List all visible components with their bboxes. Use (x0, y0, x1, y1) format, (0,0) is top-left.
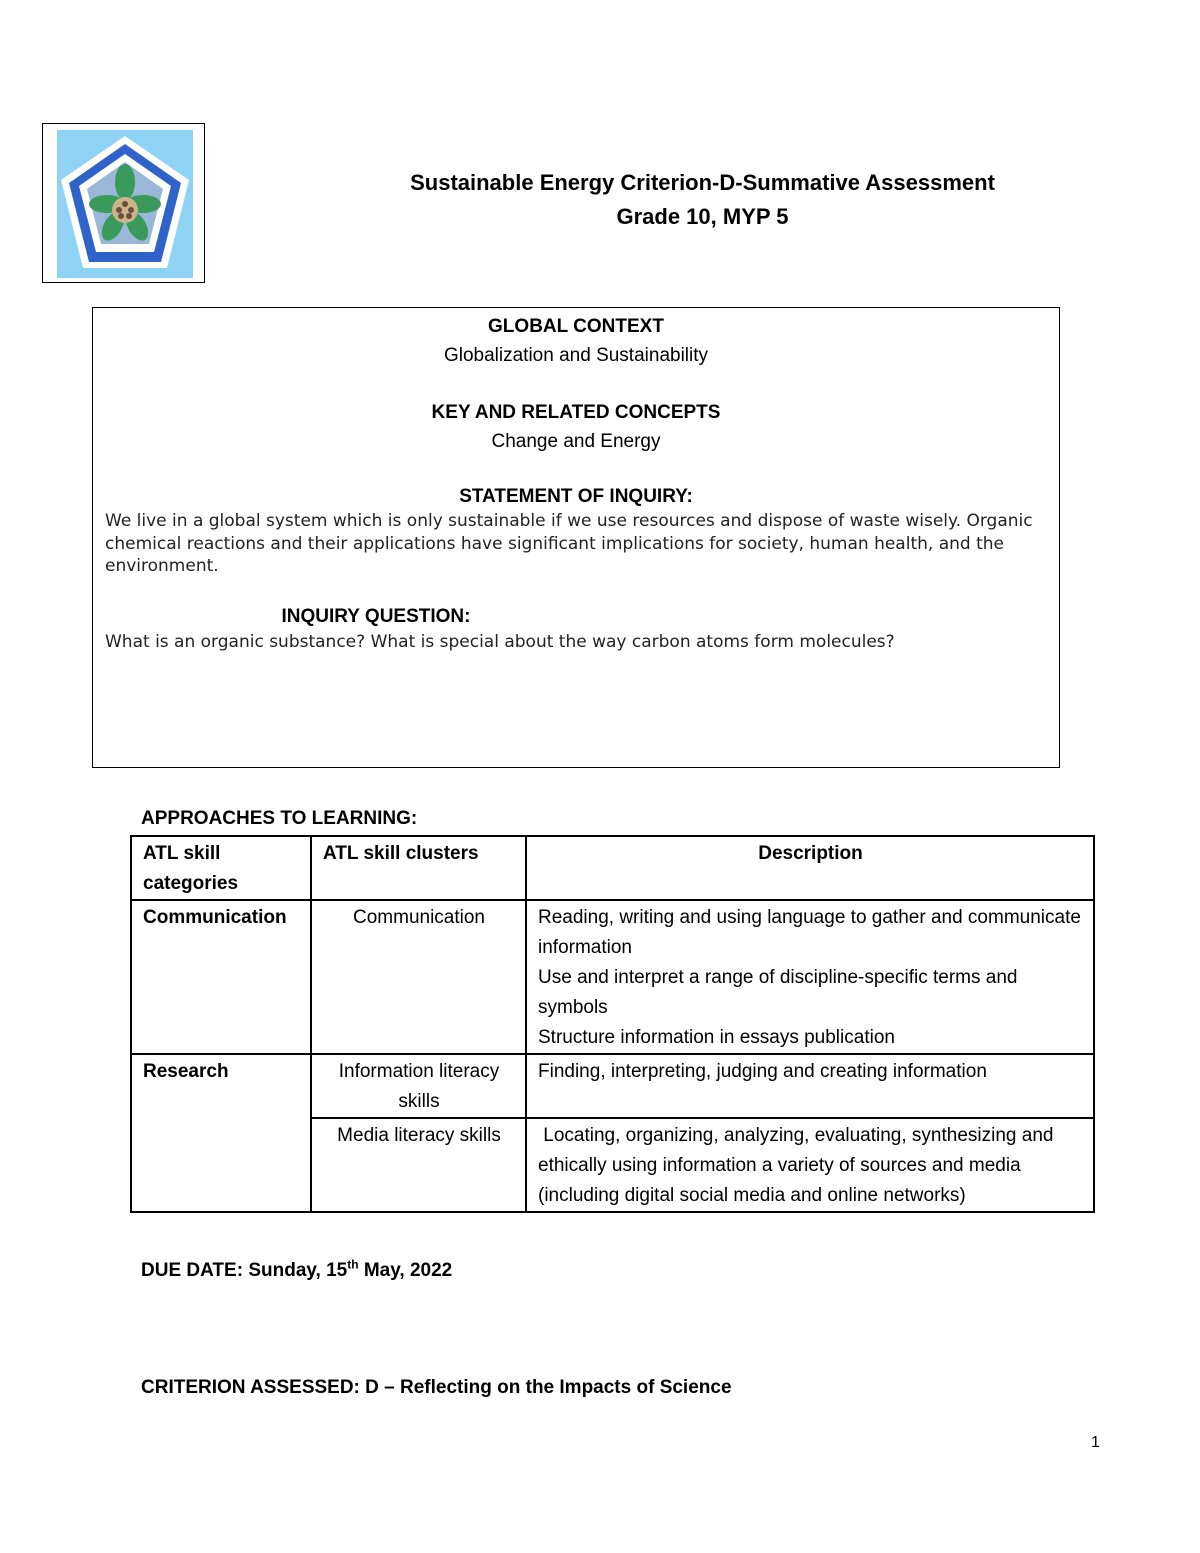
row-category: Research (131, 1054, 311, 1212)
page-number: 1 (1091, 1434, 1100, 1451)
description-line: Use and interpret a range of discipline-specific terms and symbols (538, 967, 1018, 1018)
due-date-day: Sunday, 15 (248, 1260, 348, 1281)
row-cluster: Information literacy skills (311, 1054, 526, 1118)
column-header-categories: ATL skill categories (131, 836, 311, 900)
criterion-assessed: CRITERION ASSESSED: D – Reflecting on the Impacts of Science (141, 1377, 732, 1398)
atl-table (130, 835, 1095, 1213)
row-description (526, 1054, 1094, 1118)
description-line: Structure information in essays publication (538, 1027, 895, 1048)
school-logo (42, 123, 205, 283)
row-cluster: Communication (311, 900, 526, 1054)
concepts-heading: KEY AND RELATED CONCEPTS (431, 402, 721, 423)
column-header-description: Description (526, 836, 1094, 900)
due-date-label: DUE DATE: (141, 1260, 244, 1281)
description-line: Finding, interpreting, judging and creating information (538, 1061, 987, 1082)
inquiry-question-heading: INQUIRY QUESTION: (281, 606, 471, 627)
due-date-rest: May, 2022 (358, 1260, 453, 1281)
row-description (526, 900, 1094, 1054)
atl-heading: APPROACHES TO LEARNING: (141, 808, 418, 829)
table-row (131, 1054, 1094, 1118)
concepts-value: Change and Energy (491, 431, 661, 452)
inquiry-statement-heading: STATEMENT OF INQUIRY: (459, 486, 693, 507)
global-context-value: Globalization and Sustainability (443, 345, 709, 366)
school-crest-pentagon-icon (57, 130, 193, 278)
document-title-block (300, 166, 1105, 234)
document-title: Sustainable Energy Criterion-D-Summative Assessment (410, 170, 995, 195)
inquiry-question-text: What is an organic substance? What is special about the way carbon atoms form molecules? (105, 632, 895, 652)
global-context-heading: GLOBAL CONTEXT (488, 316, 664, 337)
inquiry-statement-text: We live in a global system which is only sustainable if we use resources and dispose of waste wisely. Organic chemical reactions and their applications have significant implications for society, human health, and the environment. (105, 511, 1033, 576)
due-date (141, 1257, 453, 1282)
description-line: Reading, writing and using language to gather and communicate information (538, 907, 1081, 958)
description-line: Locating, organizing, analyzing, evaluating, synthesizing and ethically using information a variety of sources and media (including digital social media and online networks) (538, 1125, 1059, 1206)
document-subtitle: Grade 10, MYP 5 (616, 204, 789, 229)
row-cluster: Media literacy skills (311, 1118, 526, 1212)
column-header-clusters: ATL skill clusters (311, 836, 526, 900)
row-category: Communication (131, 900, 311, 1054)
row-description (526, 1118, 1094, 1212)
table-header-row (131, 836, 1094, 900)
context-box (92, 307, 1060, 768)
table-row (131, 900, 1094, 1054)
due-date-ordinal: th (347, 1257, 359, 1272)
